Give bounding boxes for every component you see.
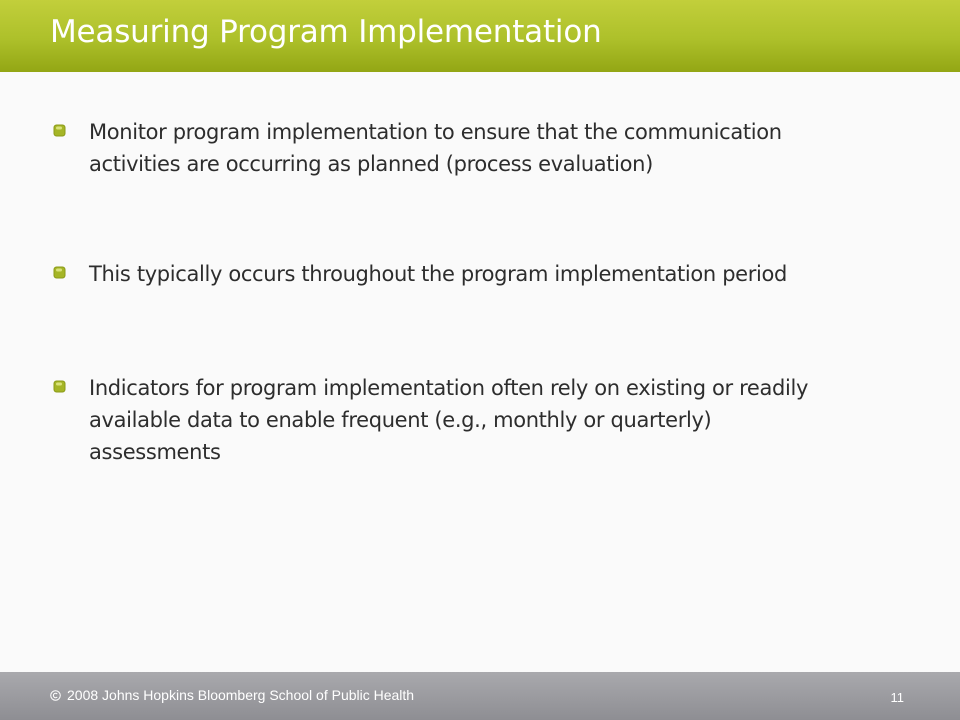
bullet-marker-icon xyxy=(53,124,66,137)
copyright-icon xyxy=(50,690,61,701)
footer-bar xyxy=(0,672,960,720)
bullet-marker-icon xyxy=(53,266,66,279)
page-number: 11 xyxy=(890,690,904,705)
slide-title: Measuring Program Implementation xyxy=(50,14,602,50)
bullet-text: This typically occurs throughout the program implementation period xyxy=(89,262,787,286)
copyright-text: 2008 Johns Hopkins Bloomberg School of Public Health xyxy=(67,687,415,703)
copyright-notice xyxy=(50,687,414,703)
bullet-text: Indicators for program implementation often rely on existing or readily available data to enable frequent (e.g., monthly or quarterly) assessments xyxy=(89,376,809,464)
bullet-text: Monitor program implementation to ensure that the communication activities are occurring as planned (process evaluation) xyxy=(89,120,782,176)
bullet-marker-icon xyxy=(53,380,66,393)
